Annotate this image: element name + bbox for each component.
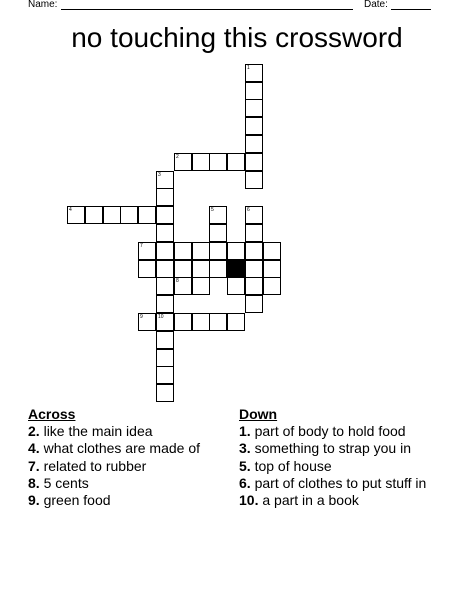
clue-number: 2. bbox=[28, 423, 40, 440]
grid-cell[interactable] bbox=[156, 242, 174, 260]
grid-cell[interactable] bbox=[103, 206, 121, 224]
across-heading: Across bbox=[28, 406, 76, 422]
clue-number: 3. bbox=[239, 440, 251, 457]
grid-cell[interactable] bbox=[227, 153, 245, 171]
grid-cell[interactable] bbox=[245, 117, 263, 135]
grid-cell[interactable] bbox=[192, 242, 210, 260]
grid-cell[interactable] bbox=[192, 260, 210, 278]
grid-cell[interactable] bbox=[156, 188, 174, 206]
grid-cell[interactable] bbox=[138, 260, 156, 278]
grid-cell[interactable] bbox=[245, 206, 263, 224]
clue-text: top of house bbox=[254, 457, 332, 474]
grid-cell[interactable] bbox=[192, 277, 210, 295]
clue-text: part of clothes to put stuff in bbox=[254, 474, 427, 491]
clue-text: a part in a book bbox=[262, 492, 359, 509]
grid-cell[interactable] bbox=[156, 331, 174, 349]
clue-number: 7. bbox=[28, 457, 40, 474]
clue-number: 5. bbox=[239, 457, 251, 474]
clue-text: green food bbox=[43, 492, 111, 509]
grid-cell[interactable] bbox=[245, 99, 263, 117]
page-title: no touching this crossword bbox=[71, 22, 403, 53]
clue-text: like the main idea bbox=[43, 423, 153, 440]
grid-cell[interactable] bbox=[67, 206, 85, 224]
black-square bbox=[227, 260, 245, 278]
grid-cell[interactable] bbox=[192, 153, 210, 171]
grid-cell[interactable] bbox=[156, 384, 174, 402]
grid-cell[interactable] bbox=[174, 153, 192, 171]
grid-cell[interactable] bbox=[174, 260, 192, 278]
grid-cell[interactable] bbox=[156, 366, 174, 384]
clue-number-label: 7 bbox=[140, 243, 143, 249]
clue-text: what clothes are made of bbox=[43, 440, 200, 457]
grid-cell[interactable] bbox=[209, 313, 227, 331]
grid-cell[interactable] bbox=[156, 224, 174, 242]
down-clues bbox=[239, 406, 444, 509]
clue-number: 10. bbox=[239, 492, 259, 509]
clue-number: 1. bbox=[239, 423, 251, 440]
clue-number: 8. bbox=[28, 474, 40, 491]
clue-text: something to strap you in bbox=[254, 440, 411, 457]
clue-number-label: 2 bbox=[176, 154, 179, 160]
grid-cell[interactable] bbox=[156, 277, 174, 295]
grid-cell[interactable] bbox=[245, 64, 263, 82]
grid-cell[interactable] bbox=[263, 277, 281, 295]
clue-across-9 bbox=[28, 492, 233, 509]
clue-across-8 bbox=[28, 475, 233, 492]
grid-cell[interactable] bbox=[209, 242, 227, 260]
grid-cell[interactable] bbox=[192, 313, 210, 331]
grid-cell[interactable] bbox=[245, 277, 263, 295]
grid-cell[interactable] bbox=[85, 206, 103, 224]
clue-number: 9. bbox=[28, 492, 40, 509]
grid-cell[interactable] bbox=[209, 260, 227, 278]
clue-across-2 bbox=[28, 423, 233, 440]
grid-cell[interactable] bbox=[156, 171, 174, 189]
grid-cell[interactable] bbox=[174, 277, 192, 295]
clue-text: related to rubber bbox=[43, 457, 147, 474]
grid-cell[interactable] bbox=[245, 224, 263, 242]
grid-cell[interactable] bbox=[209, 224, 227, 242]
grid-cell[interactable] bbox=[174, 313, 192, 331]
grid-cell[interactable] bbox=[138, 242, 156, 260]
name-label: Name: bbox=[28, 0, 58, 10]
grid-cell[interactable] bbox=[245, 82, 263, 100]
grid-cell[interactable] bbox=[156, 313, 174, 331]
grid-cell[interactable] bbox=[245, 171, 263, 189]
grid-cell[interactable] bbox=[227, 313, 245, 331]
grid-cell[interactable] bbox=[156, 349, 174, 367]
clue-number-label: 3 bbox=[158, 172, 161, 178]
grid-cell[interactable] bbox=[227, 277, 245, 295]
grid-cell[interactable] bbox=[263, 242, 281, 260]
clue-number: 6. bbox=[239, 474, 251, 491]
clue-number-label: 1 bbox=[247, 65, 250, 71]
clue-text: 5 cents bbox=[43, 474, 89, 491]
clue-number: 4. bbox=[28, 440, 40, 457]
clue-down-5 bbox=[239, 458, 444, 475]
grid-cell[interactable] bbox=[263, 260, 281, 278]
date-label: Date: bbox=[364, 0, 388, 10]
clue-number-label: 4 bbox=[69, 207, 72, 213]
grid-cell[interactable] bbox=[174, 242, 192, 260]
clue-across-7 bbox=[28, 458, 233, 475]
grid-cell[interactable] bbox=[245, 295, 263, 313]
grid-cell[interactable] bbox=[245, 135, 263, 153]
clue-number-label: 10 bbox=[158, 314, 164, 320]
grid-cell[interactable] bbox=[120, 206, 138, 224]
down-heading: Down bbox=[239, 406, 278, 422]
grid-cell[interactable] bbox=[156, 206, 174, 224]
grid-cell[interactable] bbox=[227, 242, 245, 260]
clue-down-6 bbox=[239, 475, 444, 492]
clue-down-1 bbox=[239, 423, 444, 440]
grid-cell[interactable] bbox=[245, 260, 263, 278]
grid-cell[interactable] bbox=[209, 153, 227, 171]
clue-down-10 bbox=[239, 492, 444, 509]
across-clues bbox=[28, 406, 233, 509]
grid-cell[interactable] bbox=[138, 313, 156, 331]
clue-down-3 bbox=[239, 440, 444, 457]
clue-number-label: 8 bbox=[176, 278, 179, 284]
grid-cell[interactable] bbox=[156, 260, 174, 278]
grid-cell[interactable] bbox=[138, 206, 156, 224]
grid-cell[interactable] bbox=[245, 242, 263, 260]
clue-text: part of body to hold food bbox=[254, 423, 406, 440]
clue-number-label: 9 bbox=[140, 314, 143, 320]
grid-cell[interactable] bbox=[156, 295, 174, 313]
grid-cell[interactable] bbox=[245, 153, 263, 171]
grid-cell[interactable] bbox=[209, 206, 227, 224]
clue-across-4 bbox=[28, 440, 233, 457]
clue-number-label: 6 bbox=[247, 207, 250, 213]
clue-number-label: 5 bbox=[211, 207, 214, 213]
